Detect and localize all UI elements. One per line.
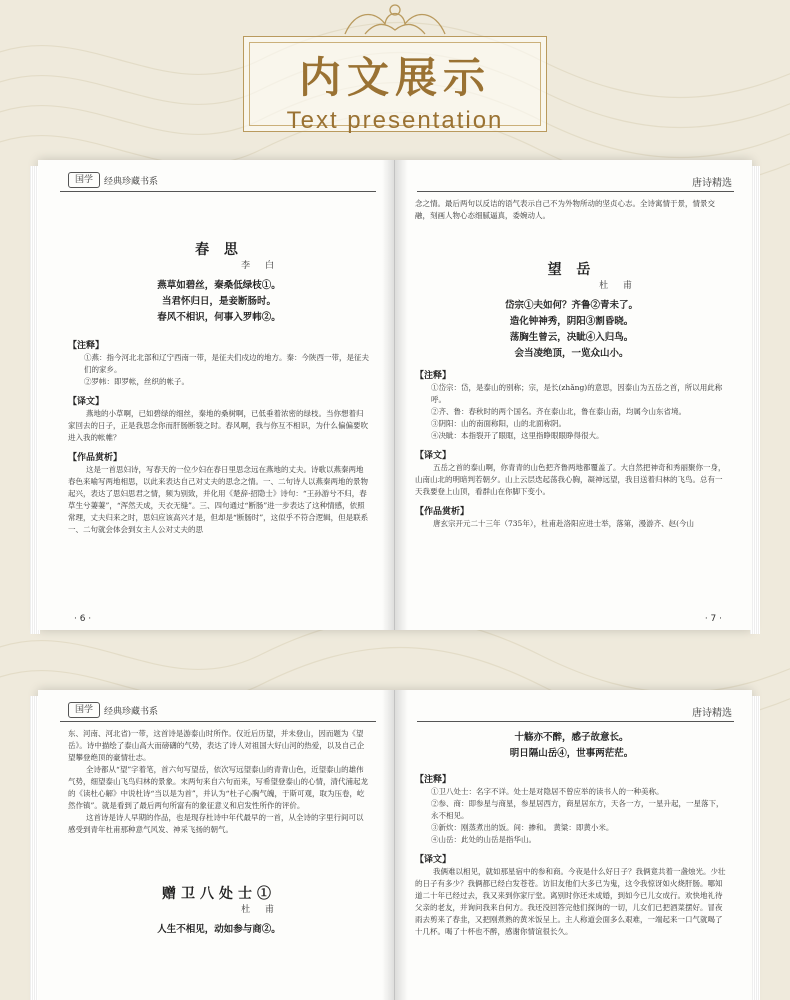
header-rule bbox=[60, 721, 376, 722]
book-spread-bottom bbox=[38, 690, 752, 1000]
continued-text: 念之情。最后两句以反诘的语气表示自己不为外物所动的坚贞心志。全诗寓情于景，情景交融，刻画人物心态细腻逼真，委婉动人。 bbox=[415, 199, 715, 220]
section-notes-heading: 【注释】 bbox=[68, 341, 105, 351]
book-gutter bbox=[382, 160, 408, 630]
poem-author: 李 白 bbox=[241, 261, 280, 271]
banner-title-chinese: 内文展示 bbox=[298, 53, 491, 102]
page-7-body bbox=[415, 198, 728, 530]
note-item: ①岱宗：岱，是泰山的别称；宗，是长(zhǎng)的意思，因泰山为五岳之首，所以用此称呼。 bbox=[431, 383, 723, 404]
poem-line: 造化钟神秀，阴阳③割昏晓。 bbox=[509, 316, 634, 327]
page-6 bbox=[38, 160, 395, 630]
note-item: ①燕：指今河北北部和辽宁西南一带，是征夫们戍边的地方。秦：今陕西一带，是征夫们的家乡。 bbox=[84, 353, 369, 374]
poem-line: 当君怀归日，是妾断肠时。 bbox=[161, 296, 276, 307]
series-logo: 国学 bbox=[68, 702, 100, 718]
book-gutter bbox=[382, 690, 408, 1000]
note-item: ③阴阳：山的南面称阳，山的北面称阴。 bbox=[431, 419, 566, 428]
poem-title: 春 思 bbox=[195, 242, 243, 258]
body-paragraph: 全诗都从“望”字着笔，首六句写望岳，依次写远望泰山的青青山色，近望泰山的雄伟气势，细望泰山飞鸟归林的景象。末两句来自六句而来，写希望登泰山的心情，清代浦起龙的《读杜心解》中说杜诗“当以是为首”，并认为“杜子心胸气魄，于斯可观，取为压卷，屹然作镇”。就是看到了最后两句所富有的象征意义和启发性所作的评价。 bbox=[68, 765, 368, 810]
poem-line: 会当凌绝顶，一览众山小。 bbox=[514, 348, 629, 359]
floral-ornament-icon bbox=[335, 0, 455, 38]
note-item: ②参、商：即参星与商星，参星居西方，商星居东方，天各一方，一星升起，一星落下，永不相见。 bbox=[431, 799, 724, 820]
page-8-body bbox=[68, 728, 370, 938]
page-9-body bbox=[415, 728, 728, 938]
note-item: ④决眦：本指裂开了眼眶，这里指睁眼眼睁得很大。 bbox=[431, 431, 604, 440]
section-appreciation-heading: 【作品赏析】 bbox=[68, 453, 123, 463]
poem-author: 杜 甫 bbox=[599, 281, 638, 291]
book-spread-top bbox=[38, 160, 752, 630]
poem-line: 春风不相识，何事入罗帏②。 bbox=[157, 312, 281, 323]
appreciation-text: 唐玄宗开元二十三年（735年），杜甫赴洛阳应进士举，落第，漫游齐、赵(今山 bbox=[433, 519, 694, 528]
series-header bbox=[68, 702, 158, 718]
body-paragraph: 东、河南、河北省)一带，这首诗是游泰山时所作。仅近后历望，并未登山，因而题为《望岳》。诗中描绘了泰山高大而磅礴的气势，表达了诗人对祖国大好山河的热爱，以及自己企望攀登绝顶的豪情壮志。 bbox=[68, 729, 365, 762]
translation-text: 燕地的小草啊，已如碧绿的细丝，秦地的桑树啊，已低垂着浓密的绿枝。当你想着归家回去的日子，正是我思念你而肝肠断裂之时。春风啊，我与你互不相识，为什么偏偏要吹进入我的帐帷？ bbox=[68, 409, 368, 442]
note-item: ④山岳：此处的山岳是指华山。 bbox=[431, 835, 536, 844]
note-item: ②罗帏：即罗帐，丝织的帐子。 bbox=[84, 377, 189, 386]
poem-line: 岱宗①夫如何？齐鲁②青未了。 bbox=[504, 300, 638, 311]
header-rule bbox=[417, 721, 734, 722]
body-paragraph: 这首诗是诗人早期的作品，也是现存杜诗中年代最早的一首，从全诗的字里行间可以感受到青年杜甫那种意气风发、神采飞扬的朝气。 bbox=[68, 813, 364, 834]
section-notes-heading: 【注释】 bbox=[415, 371, 452, 381]
poem-title: 赠卫八处士① bbox=[162, 886, 276, 902]
poem-line: 明日隔山岳④，世事两茫茫。 bbox=[509, 748, 634, 759]
banner-title-english: Text presentation bbox=[286, 107, 504, 134]
section-translation-heading: 【译文】 bbox=[415, 855, 452, 865]
series-name: 经典珍藏书系 bbox=[104, 706, 159, 717]
series-logo: 国学 bbox=[68, 172, 100, 188]
note-item: ①卫八处士：名字不详。处士是对隐居不曾应举的读书人的一种美称。 bbox=[431, 787, 664, 796]
poem-author: 杜 甫 bbox=[241, 905, 280, 915]
section-appreciation-heading: 【作品赏析】 bbox=[415, 507, 470, 517]
series-name: 经典珍藏书系 bbox=[104, 176, 159, 187]
poem-line: 荡胸生曾云，决眦④入归鸟。 bbox=[509, 332, 634, 343]
poem-line: 燕草如碧丝，秦桑低绿枝①。 bbox=[157, 280, 281, 291]
translation-text: 我俩难以相见，就如那星宿中的参和商。今夜是什么好日子？我俩竟共着一盏烛光。少壮的日子有多少？我俩都已经白发苍苍。访旧友他们大多已为鬼，这令我惊讶如火烧肝肠。哪知道二十年已经过去，我又来到你家厅堂。离别时你还未成婚，到如今已儿女成行。欢快地礼待父亲的老友，并询问我来自何方。我还没回答完他们探询的一切，儿女们已把酒菜摆好。冒夜雨去剪来了春韭，又把刚煮熟的黄米饭呈上。主人称道会面多么艰难，一端起来一口气就喝了十几杯。喝了十杯也不醉，感谢你情谊很长久。 bbox=[415, 867, 726, 936]
page-6-body bbox=[68, 198, 370, 536]
series-title-right: 唐诗精选 bbox=[692, 178, 732, 189]
section-translation-heading: 【译文】 bbox=[68, 397, 105, 407]
series-title-right: 唐诗精选 bbox=[692, 708, 732, 719]
note-item: ③新炊：刚蒸煮出的饭。间：掺和。 黄粱：即黄小米。 bbox=[431, 823, 614, 832]
banner-frame bbox=[243, 36, 547, 132]
header-rule bbox=[60, 191, 376, 192]
series-header bbox=[68, 172, 158, 188]
page-7 bbox=[395, 160, 752, 630]
section-notes-heading: 【注释】 bbox=[415, 775, 452, 785]
translation-text: 五岳之首的泰山啊，你青青的山色把齐鲁两地都覆盖了。大自然把神奇和秀丽聚你一身，山南山北的明暗判若朝夕。山上云层迭起荡我心胸，凝神远望，我目送着归林的飞鸟。总有一天我要登上山顶，看群山在你脚下变小。 bbox=[415, 463, 726, 496]
note-item: ②齐、鲁：春秋时的两个国名。齐在泰山北，鲁在泰山南，均属今山东省境。 bbox=[431, 407, 686, 416]
header-rule bbox=[417, 191, 734, 192]
poem-title: 望 岳 bbox=[547, 262, 596, 278]
appreciation-text: 这是一首思妇诗，写春天的一位少妇在春日里思念远在燕地的丈夫。诗歌以燕秦两地春色来喻写两地相思，以此来表达自己对丈夫的思念之情。一、二句诗人以燕秦两地的景物起兴，表达了思妇思君之情，频为别致，并化用《楚辞·招隐士》诗句：“王孙游兮不归，春草生兮萋萋”，“浑然天成，天衣无缝”。三、四句通过“断肠”进一步表达了这种情感，依照常理，丈夫归来之时，思妇应该高兴才是，但却是“断肠时”，这似乎不符合逻辑，但是联系一、二句就会体会到女主人公对丈夫的思 bbox=[68, 465, 369, 534]
page-number: · 7 · bbox=[704, 614, 722, 624]
page-9 bbox=[395, 690, 752, 1000]
poem-line: 人生不相见，动如参与商②。 bbox=[157, 924, 281, 935]
section-translation-heading: 【译文】 bbox=[415, 451, 452, 461]
poem-line: 十觞亦不醉，感子故意长。 bbox=[514, 732, 629, 743]
page-number: · 6 · bbox=[74, 614, 92, 624]
page-8 bbox=[38, 690, 395, 1000]
